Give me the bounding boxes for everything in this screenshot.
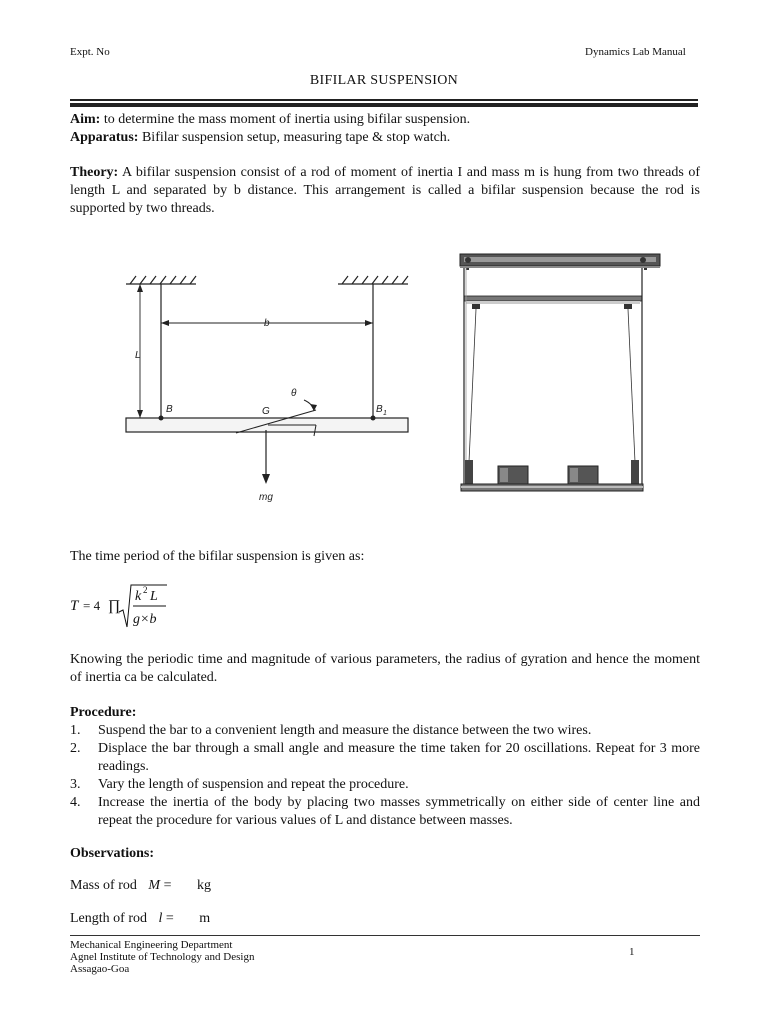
mass-label: Mass of rod <box>70 878 137 893</box>
label-b: b <box>264 318 270 329</box>
right-ceiling-hatch <box>342 276 408 284</box>
formula-denominator: g×b <box>133 612 157 627</box>
formula-intro: The time period of the bifilar suspension is given as: <box>70 549 365 564</box>
procedure-heading <box>70 704 700 722</box>
bifilar-apparatus-drawing <box>458 250 663 496</box>
label-point-b: B <box>166 404 173 415</box>
apparatus-label: Apparatus: <box>70 130 139 145</box>
footer-rule <box>70 935 700 936</box>
label-mg: mg <box>259 492 273 503</box>
formula-numerator-k: k <box>135 589 142 604</box>
observations-heading <box>70 845 700 863</box>
procedure-label: Procedure: <box>70 705 137 720</box>
procedure-item-1: 1. Suspend the bar to a convenient length and measure the distance between the two wires. <box>70 723 592 738</box>
right-wire <box>628 309 635 462</box>
theory-label: Theory: <box>70 165 119 180</box>
left-clamp <box>465 460 473 484</box>
title-rule-thick <box>70 103 698 107</box>
bifilar-schematic <box>118 270 418 510</box>
knowing-paragraph: Knowing the periodic time and magnitude of various parameters, the radius of gyration and hence the moment of inertia ca be calculated. <box>70 652 700 685</box>
formula-t: T <box>70 598 79 614</box>
apparatus-line <box>70 129 700 147</box>
length-unit: m <box>199 911 211 926</box>
label-theta: θ <box>291 388 297 399</box>
mass-unit: kg <box>196 878 211 893</box>
label-point-b1: B <box>376 404 383 415</box>
left-ceiling-hatch <box>130 276 196 284</box>
second-beam <box>464 296 642 301</box>
label-l: L <box>135 350 141 361</box>
page-number: 1 <box>629 946 635 958</box>
right-clamp <box>631 460 639 484</box>
theory-text: A bifilar suspension consist of a rod of moment of inertia I and mass m is hung from two threads of length L and separated by b distance. This arrangement is called a bifilar suspension because the rod is supported by two threads. <box>70 165 700 216</box>
formula-numerator-exp: 2 <box>143 585 148 595</box>
formula-equals-four: = 4 <box>83 598 101 613</box>
formula-pi: ∏ <box>108 598 121 614</box>
footer-institute: Agnel Institute of Technology and Design <box>70 951 255 963</box>
procedure-item-3: 3. Vary the length of suspension and repeat the procedure. <box>70 777 409 792</box>
aim-line <box>70 111 700 129</box>
time-period-formula <box>70 582 180 632</box>
footer-location: Assagao-Goa <box>70 963 130 975</box>
point-b1-dot <box>371 416 376 421</box>
left-wire <box>469 309 476 462</box>
procedure-item-2: 2. Displace the bar through a small angle and measure the time taken for 20 oscillations. Repeat for 3 more readings. <box>70 741 700 774</box>
mass-of-rod-line <box>70 878 211 894</box>
header-manual-title: Dynamics Lab Manual <box>585 46 686 58</box>
length-label: Length of rod <box>70 911 147 926</box>
title-rule-thin <box>70 99 698 101</box>
length-of-rod-line <box>70 911 210 927</box>
label-g: G <box>262 406 270 417</box>
label-b1-subscript: 1 <box>383 410 387 417</box>
observations-label: Observations: <box>70 846 154 861</box>
footer-institution <box>70 939 254 975</box>
footer-department: Mechanical Engineering Department <box>70 939 233 951</box>
procedure-list <box>70 722 700 830</box>
formula-numerator-l: L <box>150 589 158 604</box>
page-title: BIFILAR SUSPENSION <box>309 73 459 88</box>
length-symbol: l <box>158 911 163 926</box>
point-b-dot <box>159 416 164 421</box>
header-expt-no: Expt. No <box>70 46 110 58</box>
mass-equals: = <box>163 878 172 893</box>
apparatus-text: Bifilar suspension setup, measuring tape & stop watch. <box>138 130 451 145</box>
arrowheads <box>137 284 373 484</box>
mass-symbol: M <box>148 878 161 893</box>
theory-paragraph <box>70 164 700 218</box>
weight-arrowhead <box>262 474 270 484</box>
length-equals: = <box>165 911 174 926</box>
aim-text: to determine the mass moment of inertia using bifilar suspension. <box>100 112 471 127</box>
rod <box>126 418 408 432</box>
procedure-item-4: 4. Increase the inertia of the body by placing two masses symmetrically on either side of center line and repeat the procedure for various values of L and distance between masses. <box>70 795 700 828</box>
aim-label: Aim: <box>70 112 101 127</box>
